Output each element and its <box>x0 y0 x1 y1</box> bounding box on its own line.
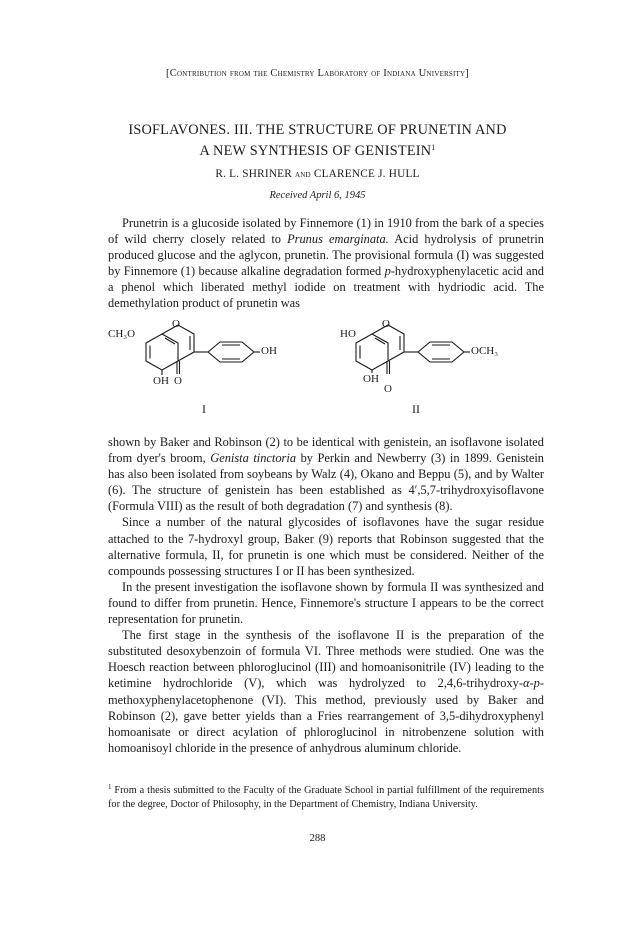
formula-II-hydroxyl: OH <box>363 373 379 385</box>
p2-text-b: by Perkin and Newberry (3) in 1899. Genistein has also been isolated from soybeans by Walz (4), Okano and Beppu (5), and by Walter (6). The structure of genistein has been established as 4′,5,7-trihydroxyisoflavone (Formula VIII) as the result of both degradation (7) and synthesis (8). <box>108 451 545 514</box>
footnote <box>108 781 544 812</box>
paragraph-1 <box>108 215 544 312</box>
contribution-header: [Contribution from the Chemistry Laboratory of Indiana University] <box>165 68 469 79</box>
formula-II-right-substituent: OCH₃ <box>471 345 499 357</box>
footnote-mark: 1 <box>108 783 112 791</box>
author-2: CLARENCE J. HULL <box>313 168 420 180</box>
formula-I-hydroxyl: OH <box>153 375 169 387</box>
main-text-block <box>108 434 544 756</box>
author-1: R. L. SHRINER <box>215 168 293 180</box>
formula-I-skeleton <box>146 325 260 375</box>
title-line-2 <box>0 139 635 160</box>
formula-II-numeral: II <box>412 402 420 416</box>
paragraph-2 <box>108 434 544 514</box>
title-line-2-text: A NEW SYNTHESIS OF GENISTEIN <box>199 143 432 159</box>
page-number: 288 <box>309 833 326 844</box>
paragraph-3: Since a number of the natural glycosides of isoflavones have the sugar residue attached to the 7-hydroxyl group, Baker (9) reports that Robinson suggested that the alternative formula, II, for prunetin is one which must be considered. Neither of the compounds possessing structures I or II has been synthesized. <box>108 515 544 578</box>
author-joiner: and <box>295 169 311 180</box>
intro-block <box>108 215 544 312</box>
formula-II-left-substituent: HO <box>340 328 356 340</box>
paragraph-4: In the present investigation the isoflavone shown by formula II was synthesized and found to differ from prunetin. Hence, Finnemore's structure I appears to be the correct representation for prunetin. <box>108 579 544 627</box>
formula-I-carbonyl-oxygen: O <box>174 375 182 387</box>
p1-species: Prunus emarginata. <box>287 232 389 247</box>
p5-text-a: The first stage in the synthesis of the isoflavone II is the preparation of the substituted desoxybenzoin of formula VI. Three methods were studied. One was the Hoesch reaction between phloroglucinol (III) and homoanisonitrile (IV) leading to the ketimine hydrochloride (V), which was hydrolyzed to 2,4,6-trihydroxy- <box>108 628 544 691</box>
formula-II-skeleton <box>356 325 470 374</box>
formula-I-right-substituent: OH <box>261 345 277 357</box>
author-line <box>0 168 635 180</box>
article-title <box>0 122 635 160</box>
formula-II-carbonyl-oxygen: O <box>384 383 392 395</box>
p1-text-b: Acid hydrolysis of prunetrin produced glucose and the aglycon, prunetin. The provisional formula (I) was suggested by Finnemore (1) because alkaline degradation formed <box>108 232 544 279</box>
paragraph-5 <box>108 627 544 756</box>
title-footnote-mark: 1 <box>431 143 436 152</box>
formula-I-left-substituent: CH₃O <box>108 328 136 340</box>
structural-formulas <box>108 318 544 432</box>
p1-text-c: -hydroxyphenylacetic acid and a phenol which liberated methyl iodide on treatment with hydriodic acid. The demethylation product of prunetin was <box>108 264 544 311</box>
p5-alpha: α <box>523 676 530 691</box>
formula-II-ring-oxygen: O <box>382 318 390 330</box>
p2-species: Genista tinctoria <box>210 451 297 466</box>
formula-I-numeral: I <box>202 402 206 416</box>
p5-dash: - <box>529 676 534 691</box>
p5-text-b: -methoxyphenylacetophenone (VI). This method, previously used by Baker and Robinson (2), gave better yields than a Fries rearrangement of 3,5-dihydroxyphenyl homoanisate or direct acylation of phloroglucinol in nitrobenzene solution with homoanisoyl chloride in the presence of anhydrous aluminum chloride. <box>108 676 544 755</box>
p1-text-a: Prunetrin is a glucoside isolated by Finnemore (1) in 1910 from the bark of a species of wild cherry closely related to <box>108 216 544 247</box>
footnote-text: From a thesis submitted to the Faculty of the Graduate School in partial fulfillment of the requirements for the degree, Doctor of Philosophy, in the Department of Chemistry, Indiana University. <box>108 785 544 810</box>
p2-text-a: shown by Baker and Robinson (2) to be identical with genistein, an isoflavone isolated from dyer's broom, <box>108 435 544 466</box>
p1-para-prefix: p <box>384 264 391 279</box>
received-date: Received April 6, 1945 <box>269 190 366 201</box>
title-line-1: ISOFLAVONES. III. THE STRUCTURE OF PRUNETIN AND <box>128 122 507 138</box>
formula-I-ring-oxygen: O <box>172 318 180 330</box>
p5-para-prefix: p <box>533 676 540 691</box>
